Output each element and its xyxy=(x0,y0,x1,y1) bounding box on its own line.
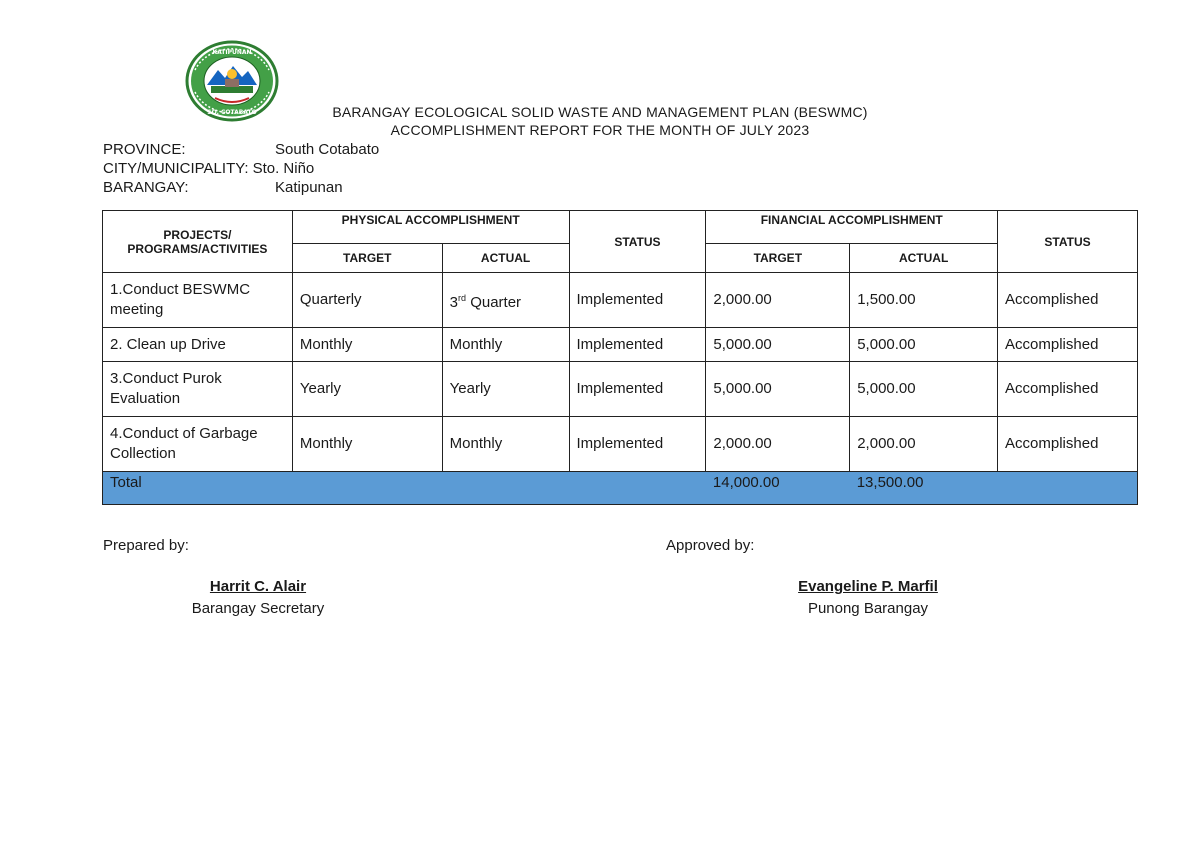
barangay-value: Katipunan xyxy=(275,179,343,196)
header-status-financial: STATUS xyxy=(998,211,1138,273)
table-row xyxy=(103,417,1138,472)
cell-status-physical: Implemented xyxy=(569,417,706,472)
cell-financial-actual: 5,000.00 xyxy=(850,362,998,417)
approved-by-role: Punong Barangay xyxy=(807,600,929,617)
cell-physical-actual: 3rd Quarter xyxy=(442,273,569,328)
cell-physical-actual: Monthly xyxy=(442,328,569,362)
header-status-physical: STATUS xyxy=(569,211,706,273)
cell-project: 4.Conduct of Garbage Collection xyxy=(103,417,293,472)
report-title-line2: ACCOMPLISHMENT REPORT FOR THE MONTH OF JULY 2023 xyxy=(390,122,810,138)
cell-financial-actual: 1,500.00 xyxy=(850,273,998,328)
header-physical-target: TARGET xyxy=(292,244,442,273)
cell-financial-target: 2,000.00 xyxy=(706,273,850,328)
cell-project: 2. Clean up Drive xyxy=(103,328,293,362)
table-row xyxy=(103,328,1138,362)
accomplishment-table xyxy=(102,210,1138,505)
header-financial-accomplishment: FINANCIAL ACCOMPLISHMENT xyxy=(706,211,998,244)
prepared-by-name: Harrit C. Alair xyxy=(209,578,307,595)
header-projects: PROJECTS/ PROGRAMS/ACTIVITIES xyxy=(103,211,293,273)
svg-text:KATIPUNAN: KATIPUNAN xyxy=(212,49,252,56)
cell-financial-actual: 2,000.00 xyxy=(850,417,998,472)
province-value: South Cotabato xyxy=(275,141,380,158)
report-title-line1: BARANGAY ECOLOGICAL SOLID WASTE AND MANAGEMENT PLAN (BESWMC) xyxy=(332,104,868,120)
total-label: Total xyxy=(103,472,706,505)
header-financial-target: TARGET xyxy=(706,244,850,273)
cell-status-physical: Implemented xyxy=(569,328,706,362)
approved-by-label: Approved by: xyxy=(666,537,755,554)
cell-status-physical: Implemented xyxy=(569,362,706,417)
cell-project: 3.Conduct Purok Evaluation xyxy=(103,362,293,417)
cell-status-financial: Accomplished xyxy=(998,328,1138,362)
barangay-row xyxy=(103,179,343,197)
cell-physical-target: Yearly xyxy=(292,362,442,417)
cell-financial-target: 2,000.00 xyxy=(706,417,850,472)
cell-status-financial: Accomplished xyxy=(998,273,1138,328)
city-row xyxy=(103,160,314,178)
header-physical-accomplishment: PHYSICAL ACCOMPLISHMENT xyxy=(292,211,569,244)
cell-physical-actual: Yearly xyxy=(442,362,569,417)
cell-physical-target: Quarterly xyxy=(292,273,442,328)
barangay-label: BARANGAY: xyxy=(103,179,189,196)
cell-status-financial: Accomplished xyxy=(998,362,1138,417)
table-row xyxy=(103,273,1138,328)
city-label: CITY/MUNICIPALITY: xyxy=(103,160,249,177)
total-status-empty xyxy=(998,472,1138,505)
province-label: PROVINCE: xyxy=(103,141,186,158)
cell-status-physical: Implemented xyxy=(569,273,706,328)
province-row xyxy=(103,141,380,159)
approved-by-name: Evangeline P. Marfil xyxy=(798,578,938,595)
svg-text:SO. COTABATO: SO. COTABATO xyxy=(207,109,257,116)
total-row xyxy=(103,472,1138,505)
cell-physical-actual: Monthly xyxy=(442,417,569,472)
table-row xyxy=(103,362,1138,417)
cell-financial-actual: 5,000.00 xyxy=(850,328,998,362)
total-financial-actual: 13,500.00 xyxy=(850,472,998,505)
cell-physical-target: Monthly xyxy=(292,417,442,472)
prepared-by-label: Prepared by: xyxy=(103,537,189,554)
header-physical-actual: ACTUAL xyxy=(442,244,569,273)
total-financial-target: 14,000.00 xyxy=(706,472,850,505)
header-financial-actual: ACTUAL xyxy=(850,244,998,273)
cell-financial-target: 5,000.00 xyxy=(706,362,850,417)
city-value: Sto. Niño xyxy=(252,160,315,177)
cell-physical-target: Monthly xyxy=(292,328,442,362)
cell-project: 1.Conduct BESWMC meeting xyxy=(103,273,293,328)
cell-financial-target: 5,000.00 xyxy=(706,328,850,362)
cell-status-financial: Accomplished xyxy=(998,417,1138,472)
prepared-by-role: Barangay Secretary xyxy=(191,600,325,617)
